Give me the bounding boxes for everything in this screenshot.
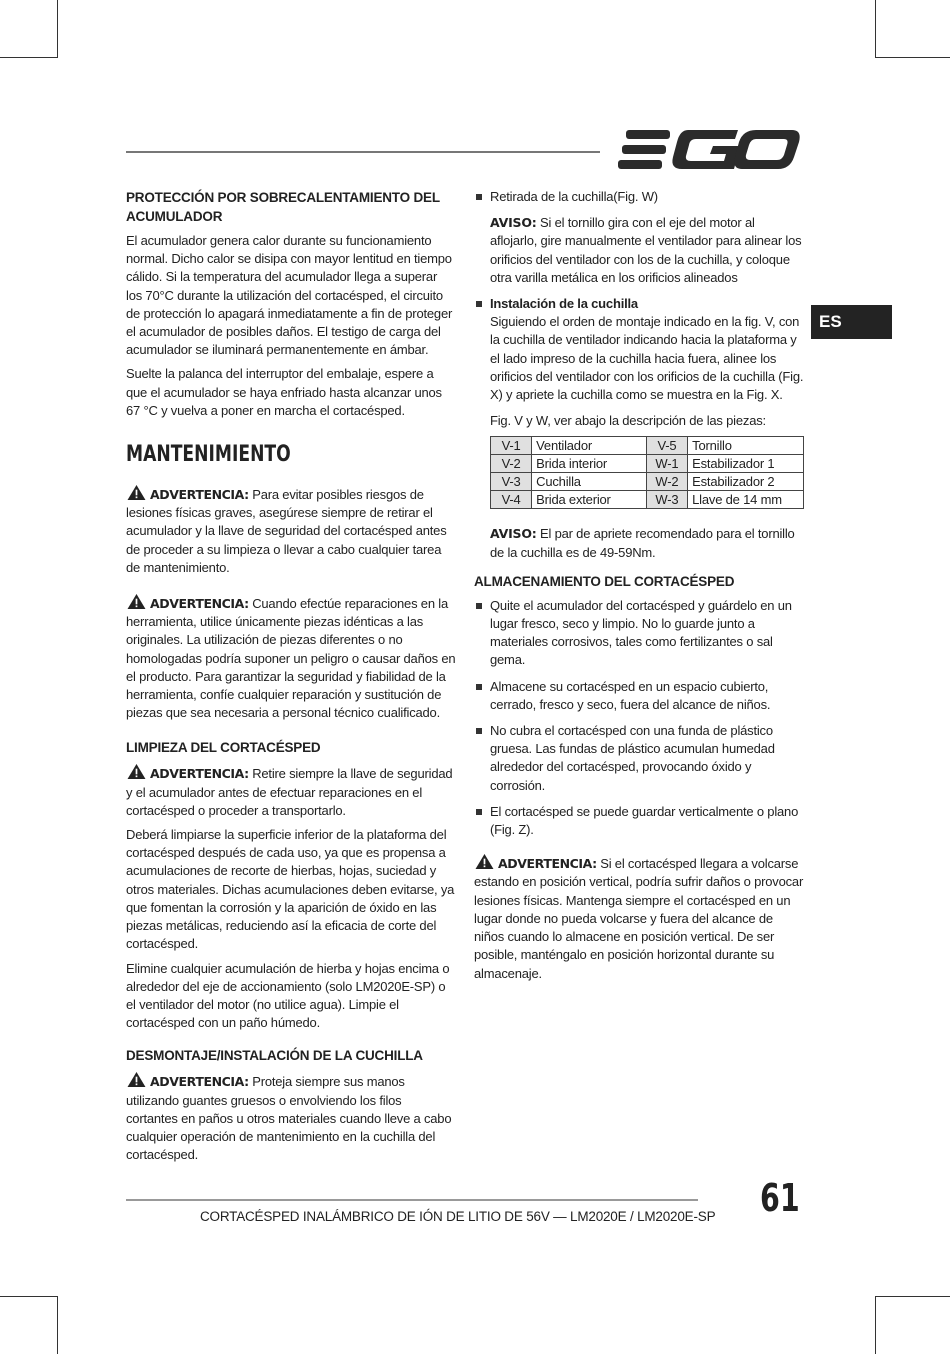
table-row [491,437,804,455]
language-tab: ES [811,305,892,339]
part-code: W-2 [646,473,688,491]
left-column [126,188,456,1170]
warning-block [474,853,804,982]
warning-triangle-icon [126,484,147,501]
table-row [491,455,804,473]
section-title-storage: ALMACENAMIENTO DEL CORTACÉSPED [474,573,735,589]
parts-table [490,436,804,509]
list-item [474,295,804,404]
crop-mark [0,1296,58,1297]
warning-triangle-icon [126,1071,147,1088]
crop-mark [875,1296,950,1297]
part-code: W-3 [646,491,688,509]
warning-block [126,484,456,577]
part-name: Cuchilla [532,473,647,491]
list-item: Almacene su cortacésped en un espacio cubierto, cerrado, fresco y seco, fuera del alcance de niños. [474,678,804,714]
list-item-title: Instalación de la cuchilla [490,296,638,312]
list-item: Quite el acumulador del cortacésped y guárdelo en un lugar fresco, seco y limpio. No lo guarde junto a materiales corrosivos, tales como fertilizantes o sal gema. [474,597,804,670]
section-title-maintenance: MANTENIMIENTO [126,442,291,468]
table-row [491,491,804,509]
part-code: V-2 [491,455,532,473]
notice-label: AVISO: [490,526,537,542]
part-code: V-3 [491,473,532,491]
warning-text: Para evitar posibles riesgos de lesiones físicas graves, asegúrese siempre de retirar el acumulador y la llave de seguridad del cortacésped antes de proceder a su limpieza o llevar a cabo cualquier tarea de mantenimiento. [126,487,447,575]
warning-block [126,593,456,722]
warning-label: ADVERTENCIA: [150,487,249,503]
list-item: Retirada de la cuchilla(Fig. W) [474,188,804,206]
crop-mark [875,1296,876,1354]
warning-triangle-icon [126,593,147,610]
warning-label: ADVERTENCIA: [498,856,597,872]
crop-mark [875,57,950,58]
section-title-cleaning: LIMPIEZA DEL CORTACÉSPED [126,740,321,756]
page-number: 61 [760,1176,800,1220]
header-rule [126,151,600,153]
warning-text: Si el cortacésped llegara a volcarse estando en posición vertical, podría sufrir daños o provocar lesiones físicas. Mantenga siempre el cortacésped en un lugar donde no pueda volcarse y fuera del alcance de niños cuando lo almacene en posición vertical. De ser posible, manténgalo en posición horizontal durante su almacenaje. [474,856,804,981]
warning-block [126,763,456,820]
section-title-blade: DESMONTAJE/INSTALACIÓN DE LA CUCHILLA [126,1048,423,1064]
list-item: El cortacésped se puede guardar verticalmente o plano (Fig. Z). [474,803,804,839]
notice-text: Si el tornillo gira con el eje del motor al aflojarlo, gire manualmente el ventilador para alinear los orificios del ventilador con los de la cuchilla, y coloque otra varilla metálica en los orificios alineados [490,215,802,285]
table-row [491,473,804,491]
notice-text: El par de apriete recomendado para el tornillo de la cuchilla es de 49-59Nm. [490,526,795,560]
crop-mark [875,0,876,58]
figure-caption: Fig. V y W, ver abajo la descripción de las piezas: [490,413,766,429]
warning-label: ADVERTENCIA: [150,1074,249,1090]
warning-text: Retire siempre la llave de seguridad y el acumulador antes de efectuar reparaciones en el cortacésped o proceder a transportarlo. [126,766,453,818]
part-name: Llave de 14 mm [688,491,804,509]
warning-label: ADVERTENCIA: [150,596,249,612]
warning-text: Cuando efectúe reparaciones en la herramienta, utilice únicamente piezas idénticas a las originales. La utilización de piezas diferentes o no homologadas podría suponer un peligro o causar daños en el producto. Para garantizar la seguridad y fiabilidad de la herramienta, confíe cualquier reparación y sustitución de piezas que sea necesaria a personal técnico cualificado. [126,596,456,721]
part-code: V-5 [646,437,688,455]
paragraph: Suelte la palanca del interruptor del embalaje, espere a que el acumulador se haya enfriado hasta alcanzar unos 67 °C y vuelva a poner en marcha el cortacésped. [126,366,442,418]
part-name: Ventilador [532,437,647,455]
part-name: Tornillo [688,437,804,455]
warning-block [126,1071,456,1164]
notice-block [474,525,804,561]
part-code: V-1 [491,437,532,455]
crop-mark [57,0,58,58]
crop-mark [0,57,58,58]
part-code: W-1 [646,455,688,473]
notice-block [474,214,804,287]
paragraph: El acumulador genera calor durante su funcionamiento normal. Dicho calor se disipa con mayor lentitud en tiempo cálido. Si la temperatura del acumulador llega a superar los 70°C durante la utilización del cortacésped, el circuito de protección lo apagará inmediatamente a fin de proteger el acumulador de posibles daños. El testigo de carga del acumulador se iluminará permanentemente en ámbar. [126,233,453,358]
part-code: V-4 [491,491,532,509]
list-item-text: Siguiendo el orden de montaje indicado en la fig. V, con la cuchilla de ventilador indicando hacia la plataforma y el lado impreso de la cuchilla hacia fuera, alinee los orificios del ventilador con los orificios de la cuchilla (Fig. X) y apriete la cuchilla como se muestra en la Fig. X. [490,314,804,403]
part-name: Estabilizador 2 [688,473,804,491]
part-name: Brida interior [532,455,647,473]
warning-label: ADVERTENCIA: [150,766,249,782]
ego-logo [618,126,800,174]
footer-text: CORTACÉSPED INALÁMBRICO DE IÓN DE LITIO DE 56V — LM2020E / LM2020E-SP [200,1209,716,1224]
part-name: Estabilizador 1 [688,455,804,473]
warning-text: Proteja siempre sus manos utilizando guantes gruesos o envolviendo los filos cortantes en paños u otros materiales cuando lleve a cabo cualquier operación de mantenimiento en la cuchilla del cortacésped. [126,1074,452,1163]
right-column [474,188,804,989]
crop-mark [57,1296,58,1354]
paragraph: Deberá limpiarse la superficie inferior de la plataforma del cortacésped después de cada uso, ya que es propensa a acumulaciones de recorte de hierbas, hojas, suciedad y otros materiales. Dichas acumulaciones deben evitarse, ya que fomentan la corrosión y la aparición de óxido en las piezas metálicas, reduciendo así la eficacia de corte del cortacésped. [126,827,455,952]
list-item: No cubra el cortacésped con una funda de plástico gruesa. Las fundas de plástico acumulan humedad alrededor del cortacésped, provocando óxido y corrosión. [474,722,804,795]
section-title-overheat: PROTECCIÓN POR SOBRECALENTAMIENTO DEL ACUMULADOR [126,190,440,224]
paragraph: Elimine cualquier acumulación de hierba y hojas encima o alrededor del eje de accionamiento (solo LM2020E-SP) o el ventilador del motor (no utilice agua). Limpie el cortacésped con un paño húmedo. [126,960,450,1031]
footer-rule [126,1199,698,1201]
warning-triangle-icon [474,853,495,870]
part-name: Brida exterior [532,491,647,509]
warning-triangle-icon [126,763,147,780]
notice-label: AVISO: [490,215,537,231]
